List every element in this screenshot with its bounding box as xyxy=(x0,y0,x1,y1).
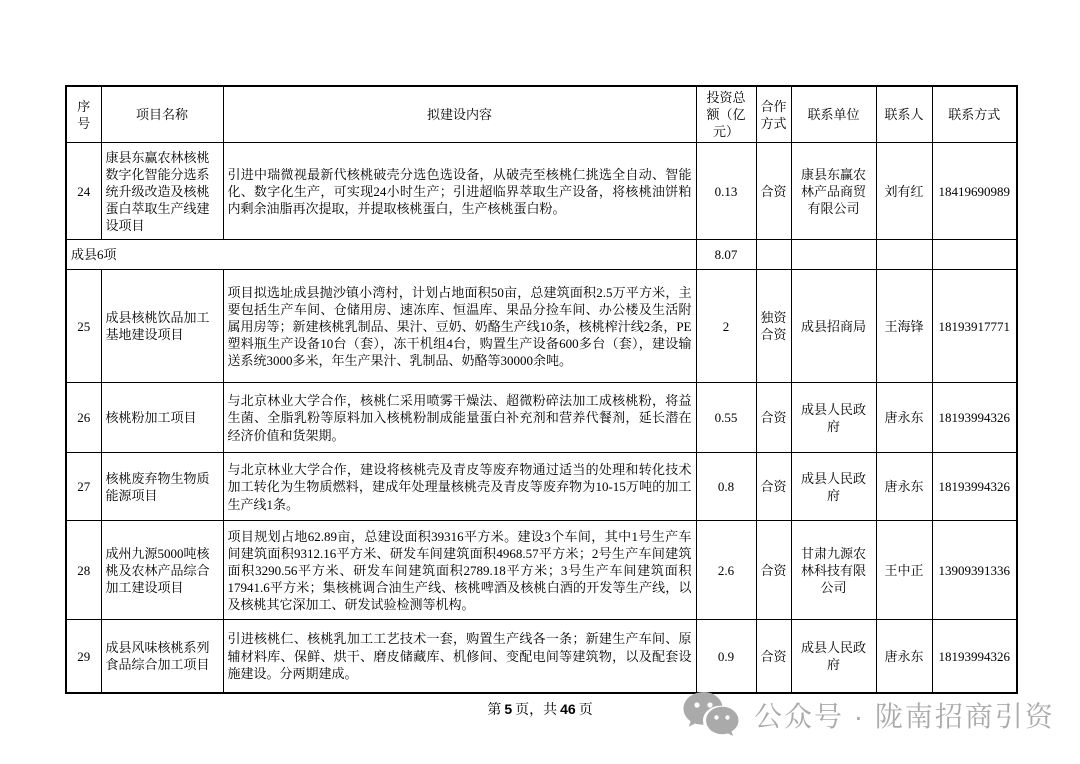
cell-phone: 13909391336 xyxy=(932,521,1017,620)
table-row xyxy=(66,620,1017,693)
watermark-text: 公众号 · 陇南招商引资 xyxy=(754,701,1055,732)
cell-investment: 2.6 xyxy=(696,521,756,620)
cell-no: 29 xyxy=(66,620,101,693)
empty-cell xyxy=(756,240,791,270)
cell-person: 王海锋 xyxy=(876,270,932,383)
footer-text: 页，共 xyxy=(515,703,558,718)
header-content: 拟建设内容 xyxy=(223,86,696,143)
section-summary-row xyxy=(66,240,1017,270)
cell-phone: 18193917771 xyxy=(932,270,1017,383)
header-project-name: 项目名称 xyxy=(101,86,223,143)
cell-unit: 成县人民政府 xyxy=(791,453,876,521)
watermark xyxy=(682,690,1055,740)
cell-content: 项目规划占地62.89亩，总建设面积39316平方米。建设3个车间，其中1号生产车间建筑面积9312.16平方米、研发车间建筑面积4968.57平方米；2号生产车间建筑面积3290.56平方米、研发车间建筑面积2789.18平方米；3号生产车间建筑面积17941.6平方米；集核桃调合油生产线、核桃啤酒及核桃白酒的开发等生产线，以及核桃其它深加工、研发试验检测等机构。 xyxy=(223,521,696,620)
cell-content: 与北京林业大学合作，核桃仁采用喷雾干燥法、超微粉碎法加工成核桃粉，将益生菌、全脂乳粉等原料加入核桃粉制成能量蛋白补充剂和营养代餐剂，延长潜在经济价值和货架期。 xyxy=(223,383,696,453)
footer-text: 第 xyxy=(487,703,502,718)
table-row xyxy=(66,143,1017,240)
cell-investment: 0.8 xyxy=(696,453,756,521)
cell-no: 27 xyxy=(66,453,101,521)
cell-person: 唐永东 xyxy=(876,453,932,521)
empty-cell xyxy=(791,240,876,270)
cell-project-name: 成州九源5000吨核桃及农林产品综合加工建设项目 xyxy=(101,521,223,620)
table-header-row xyxy=(66,86,1017,143)
cell-no: 26 xyxy=(66,383,101,453)
cell-unit: 成县人民政府 xyxy=(791,620,876,693)
cell-project-name: 成县风味核桃系列食品综合加工项目 xyxy=(101,620,223,693)
projects-table xyxy=(65,85,1018,694)
table-row xyxy=(66,383,1017,453)
cell-person: 刘有红 xyxy=(876,143,932,240)
cell-investment: 0.9 xyxy=(696,620,756,693)
cell-mode: 合资 xyxy=(756,383,791,453)
cell-investment: 2 xyxy=(696,270,756,383)
cell-no: 28 xyxy=(66,521,101,620)
cell-person: 唐永东 xyxy=(876,620,932,693)
header-mode: 合作方式 xyxy=(756,86,791,143)
empty-cell xyxy=(932,240,1017,270)
cell-content: 引进核桃仁、核桃乳加工工艺技术一套，购置生产线各一条；新建生产车间、原辅材料库、保鲜、烘干、磨皮储藏库、机修间、变配电间等建筑物，以及配套设施建设。分两期建成。 xyxy=(223,620,696,693)
cell-project-name: 康县东赢农林核桃数字化智能分选系统升级改造及核桃蛋白萃取生产线建设项目 xyxy=(101,143,223,240)
total-page-number: 46 xyxy=(560,701,576,717)
cell-phone: 18193994326 xyxy=(932,453,1017,521)
header-investment: 投资总额（亿元） xyxy=(696,86,756,143)
section-label: 成县6项 xyxy=(66,240,696,270)
cell-project-name: 核桃废弃物生物质能源项目 xyxy=(101,453,223,521)
cell-unit: 康县东赢农林产品商贸有限公司 xyxy=(791,143,876,240)
cell-content: 项目拟选址成县抛沙镇小湾村，计划占地面积50亩，总建筑面积2.5万平方米，主要包括生产车间、仓储用房、速冻库、恒温库、果品分捡车间、办公楼及生活附属用房等；新建核桃乳制品、果汁、豆奶、奶酪生产线10条，核桃榨汁线2条，PE塑料瓶生产设备10台（套），冻干机组4台，购置生产设备600多台（套），建设输送系统3000多米，年生产果汁、乳制品、奶酪等30000余吨。 xyxy=(223,270,696,383)
header-person: 联系人 xyxy=(876,86,932,143)
header-unit: 联系单位 xyxy=(791,86,876,143)
wechat-icon xyxy=(682,690,740,740)
cell-phone: 18419690989 xyxy=(932,143,1017,240)
cell-unit: 甘肃九源农林科技有限公司 xyxy=(791,521,876,620)
cell-person: 王中正 xyxy=(876,521,932,620)
header-no: 序号 xyxy=(66,86,101,143)
cell-project-name: 核桃粉加工项目 xyxy=(101,383,223,453)
cell-investment: 0.55 xyxy=(696,383,756,453)
cell-mode: 合资 xyxy=(756,521,791,620)
empty-cell xyxy=(876,240,932,270)
cell-project-name: 成县核桃饮品加工基地建设项目 xyxy=(101,270,223,383)
cell-mode: 合资 xyxy=(756,620,791,693)
table-row xyxy=(66,521,1017,620)
section-total: 8.07 xyxy=(696,240,756,270)
table-row xyxy=(66,270,1017,383)
cell-phone: 18193994326 xyxy=(932,383,1017,453)
table-row xyxy=(66,453,1017,521)
cell-mode: 独资合资 xyxy=(756,270,791,383)
footer-text: 页 xyxy=(578,703,593,718)
cell-investment: 0.13 xyxy=(696,143,756,240)
cell-person: 唐永东 xyxy=(876,383,932,453)
cell-unit: 成县人民政府 xyxy=(791,383,876,453)
cell-phone: 18193994326 xyxy=(932,620,1017,693)
cell-content: 引进中瑞微视最新代核桃破壳分选色选设备，从破壳至核桃仁挑选全自动、智能化、数字化生产，可实现24小时生产；引进超临界萃取生产设备，将核桃油饼粕内剩余油脂再次提取，并提取核桃蛋白，生产核桃蛋白粉。 xyxy=(223,143,696,240)
cell-mode: 合资 xyxy=(756,143,791,240)
cell-mode: 合资 xyxy=(756,453,791,521)
cell-no: 25 xyxy=(66,270,101,383)
cell-unit: 成县招商局 xyxy=(791,270,876,383)
current-page-number: 5 xyxy=(504,701,513,717)
cell-no: 24 xyxy=(66,143,101,240)
cell-content: 与北京林业大学合作，建设将核桃壳及青皮等废弃物通过适当的处理和转化技术加工转化为生物质燃料，建成年处理量核桃壳及青皮等废弃物为10-15万吨的加工生产线1条。 xyxy=(223,453,696,521)
header-phone: 联系方式 xyxy=(932,86,1017,143)
